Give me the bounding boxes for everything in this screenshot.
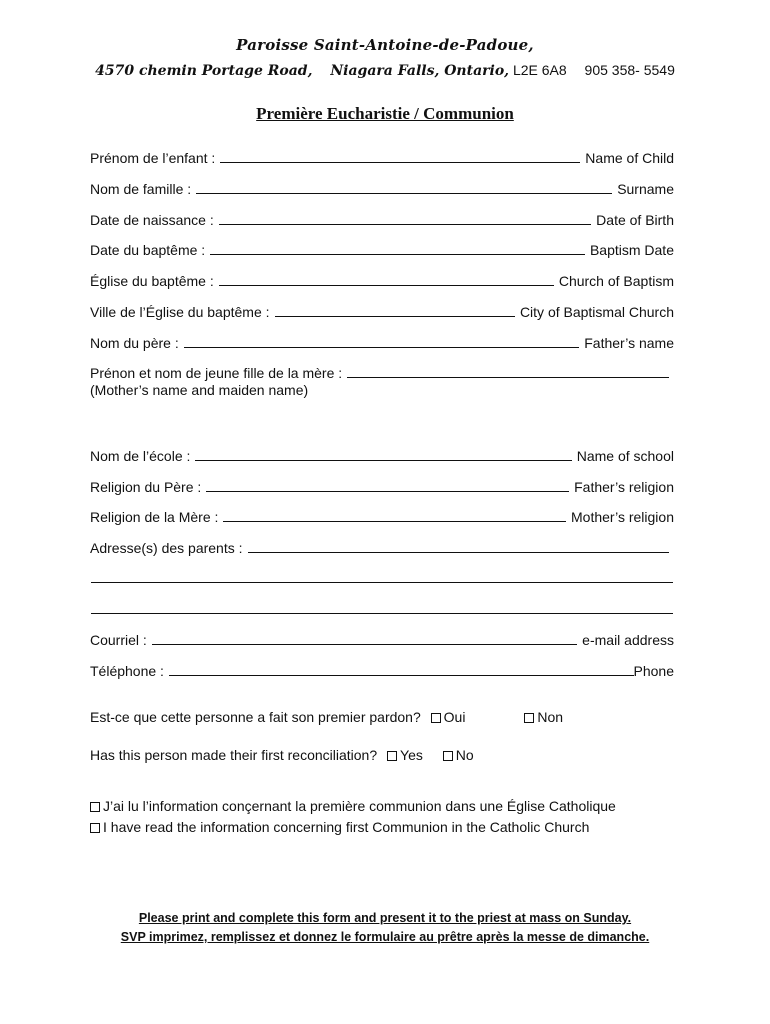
checkbox-icon[interactable] [443,751,453,761]
yes-label: Yes [400,747,423,763]
field-child-first-name [90,144,674,166]
non-option[interactable] [524,709,563,725]
field-label: Nom du père : [90,335,179,351]
field-school-name [90,442,674,464]
pardon-question-text: Est-ce que cette personne a fait son premier pardon? [90,709,421,725]
city: Niagara Falls, Ontario, [330,63,510,79]
field-english-label: e-mail address [582,632,674,648]
checkbox-icon[interactable] [387,751,397,761]
field-label: Religion de la Mère : [90,509,219,525]
input-line[interactable] [275,302,515,317]
input-line[interactable] [196,179,612,194]
field-baptism-date [90,236,674,258]
field-label: Adresse(s) des parents : [90,540,243,556]
field-parents-address [90,534,674,556]
ack-french[interactable] [90,798,616,814]
field-label: Église du baptême : [90,273,214,289]
field-english-label: Baptism Date [589,242,674,258]
input-line[interactable] [248,538,669,553]
input-line[interactable] [347,363,669,378]
field-english-label: Phone [633,663,674,679]
input-line[interactable] [210,240,585,255]
field-english-label: Surname [617,181,674,197]
field-english-label: Name of Child [585,150,674,166]
phone-number: 905 358- 5549 [584,62,675,78]
field-label: Ville de l’Église du baptême : [90,304,270,320]
oui-option[interactable] [431,709,466,725]
ack-english[interactable] [90,819,589,835]
mother-english-label: (Mother’s name and maiden name) [90,382,309,398]
input-line[interactable] [195,446,571,461]
postal-code: L2E 6A8 [512,62,567,78]
checkbox-icon[interactable] [90,802,100,812]
no-option[interactable] [443,747,474,763]
input-line[interactable] [220,148,580,163]
field-english-label: Date of Birth [596,212,674,228]
field-label: Prénon et nom de jeune fille de la mère : [90,365,343,381]
ack-french-text: J’ai lu l’information conçernant la première communion dans une Église Catholique [103,798,616,814]
field-english-label: Church of Baptism [558,273,674,289]
field-label: Nom de l’école : [90,448,191,464]
input-line[interactable] [169,661,634,676]
field-english-label: Father’s religion [574,479,674,495]
no-label: No [455,747,474,763]
input-line[interactable] [219,271,554,286]
input-line[interactable] [219,210,591,225]
field-label: Prénom de l’enfant : [90,150,216,166]
checkbox-icon[interactable] [524,713,534,723]
address-line-2[interactable] [91,582,673,583]
input-line[interactable] [184,333,580,348]
pardon-question [90,709,563,725]
field-label: Courriel : [90,632,147,648]
field-phone [90,657,674,679]
field-english-label: City of Baptismal Church [519,304,674,320]
input-line[interactable] [206,477,569,492]
address-line-3[interactable] [91,613,673,614]
field-mother-religion [90,503,674,525]
input-line[interactable] [223,507,566,522]
street-address: 4570 chemin Portage Road, [95,63,313,79]
form-title: Première Eucharistie / Communion [256,104,514,123]
field-email [90,626,674,648]
field-father-religion [90,473,674,495]
field-label: Date de naissance : [90,212,214,228]
reconciliation-question-text: Has this person made their first reconciliation? [90,747,378,763]
field-surname [90,175,674,197]
checkbox-icon[interactable] [431,713,441,723]
reconciliation-question [90,747,474,763]
footer-instructions-en: Please print and complete this form and present it to the priest at mass on Sunday. [138,911,632,925]
parish-name: Paroisse Saint-Antoine-de-Padoue, [236,36,534,54]
parish-address [0,62,770,79]
checkbox-icon[interactable] [90,823,100,833]
field-english-label: Father’s name [584,335,674,351]
field-english-label: Name of school [576,448,674,464]
field-city-of-baptismal-church [90,298,674,320]
non-label: Non [537,709,564,725]
field-label: Nom de famille : [90,181,192,197]
ack-english-text: I have read the information concerning first Communion in the Catholic Church [103,819,590,835]
field-father-name [90,329,674,351]
field-label: Date du baptême : [90,242,206,258]
yes-option[interactable] [387,747,423,763]
field-english-label: Mother’s religion [571,509,674,525]
field-label: Téléphone : [90,663,164,679]
oui-label: Oui [443,709,466,725]
field-label: Religion du Père : [90,479,202,495]
footer-instructions-fr: SVP imprimez, remplissez et donnez le formulaire au prêtre après la messe de dimanche. [120,930,650,944]
input-line[interactable] [152,630,577,645]
field-church-of-baptism [90,267,674,289]
field-date-of-birth [90,206,674,228]
field-mother-name [90,359,674,381]
